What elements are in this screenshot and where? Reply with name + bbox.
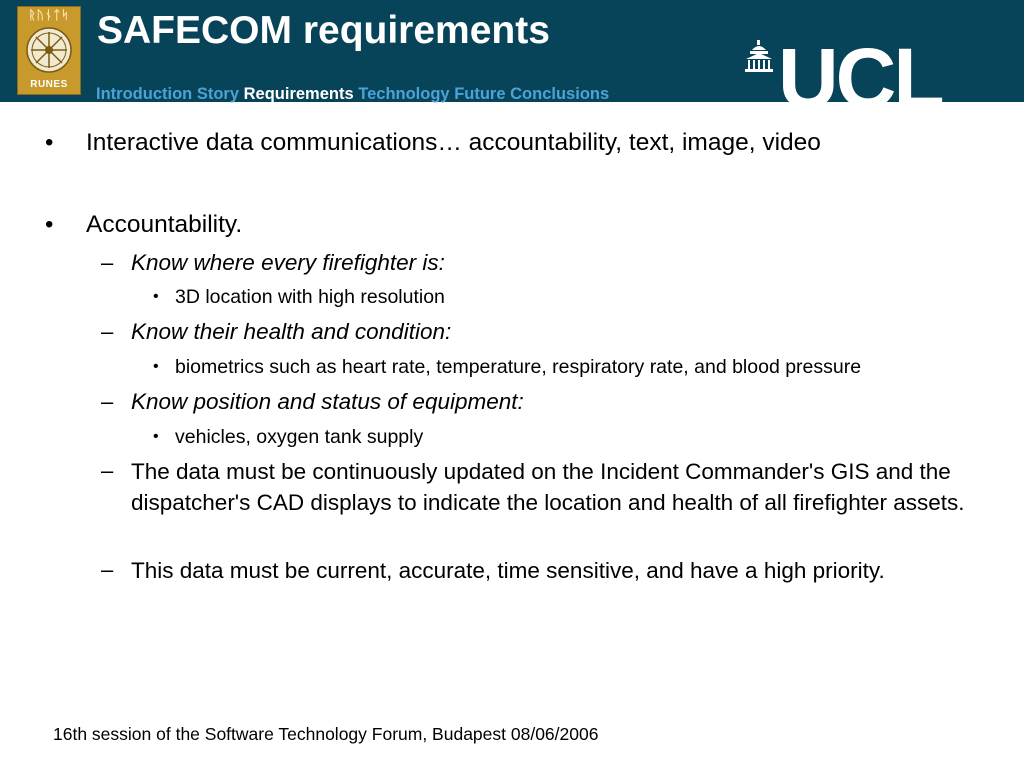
runes-logo-label: RUNES xyxy=(30,79,68,90)
nav-conclusions[interactable]: Conclusions xyxy=(510,85,610,103)
item-vehicles: vehicles, oxygen tank supply xyxy=(175,426,424,448)
bullet-marker: • xyxy=(45,211,54,238)
runes-logo-glyphs: ᚱᚢᚾᛏᛋ xyxy=(28,8,70,22)
nav-requirements[interactable]: Requirements xyxy=(243,85,354,103)
item-3d-location: 3D location with high resolution xyxy=(175,286,445,308)
item-biometrics: biometrics such as heart rate, temperature, respiratory rate, and blood pressure xyxy=(175,356,862,378)
bullet-accountability: Accountability. xyxy=(86,211,243,238)
nav-future[interactable]: Future xyxy=(454,85,506,103)
bullet-marker: • xyxy=(153,428,159,445)
nav-introduction[interactable]: Introduction xyxy=(96,85,193,103)
dash-marker: – xyxy=(101,250,114,275)
sub-know-health: Know their health and condition: xyxy=(131,319,452,344)
bullet-marker: • xyxy=(153,288,159,305)
dash-marker: – xyxy=(101,389,114,414)
portico-icon xyxy=(744,40,774,76)
page-title: SAFECOM requirements xyxy=(97,9,550,52)
bullet-marker: • xyxy=(153,358,159,375)
slide-header xyxy=(0,0,1024,125)
sub-data-updated: The data must be continuously updated on the Incident Commander's GIS and the dispatcher's CAD displays to indicate the location and health of all firefighter assets. xyxy=(131,459,965,515)
dash-marker: – xyxy=(101,557,114,582)
slide-footer: 16th session of the Software Technology Forum, Budapest 08/06/2006 xyxy=(53,724,599,744)
bullet-interactive-data: Interactive data communications… accountability, text, image, video xyxy=(86,129,821,156)
section-nav xyxy=(96,85,609,104)
ucl-logo xyxy=(744,31,974,125)
nav-technology[interactable]: Technology xyxy=(358,85,450,103)
dash-marker: – xyxy=(101,458,114,483)
nav-story[interactable]: Story xyxy=(196,85,240,103)
dash-marker: – xyxy=(101,319,114,344)
sub-know-equipment: Know position and status of equipment: xyxy=(131,389,524,414)
sub-know-location: Know where every firefighter is: xyxy=(131,250,445,275)
sub-data-current: This data must be current, accurate, time sensitive, and have a high priority. xyxy=(131,558,885,583)
runes-logo xyxy=(17,6,81,95)
compass-emblem-icon xyxy=(24,23,74,77)
ucl-logo-text: UCL xyxy=(778,31,942,125)
bullet-marker: • xyxy=(45,129,54,156)
